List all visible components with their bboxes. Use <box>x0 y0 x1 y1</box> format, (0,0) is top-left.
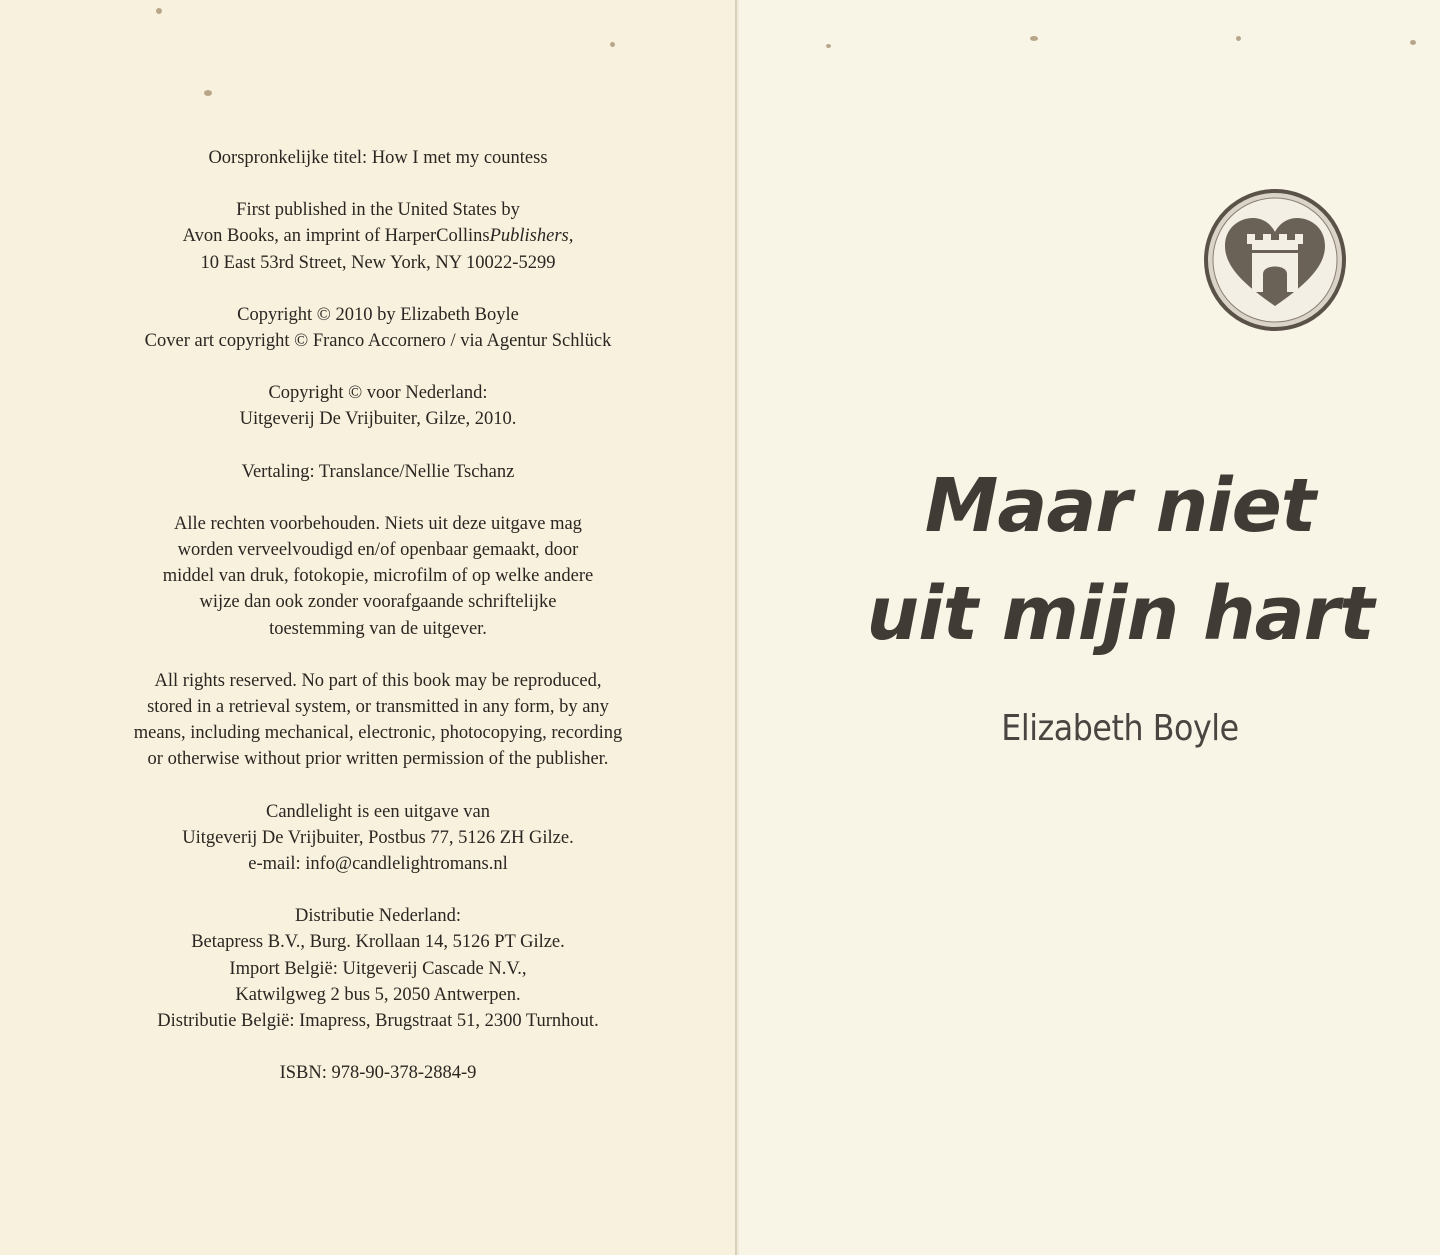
paper-speck <box>204 90 212 96</box>
paper-speck <box>156 8 162 14</box>
rights-en-line-3: means, including mechanical, electronic, photocopying, recording <box>133 723 623 744</box>
candlelight-line-1: Candlelight is een uitgave van <box>266 801 490 822</box>
first-published-line-1: First published in the United States by <box>236 200 520 221</box>
paper-speck <box>1030 36 1038 41</box>
book-title <box>820 452 1420 668</box>
book-title-line-1: Maar niet <box>924 463 1316 549</box>
heart-castle-icon <box>1203 188 1347 332</box>
rights-en-line-1: All rights reserved. No part of this book may be reproduced, <box>154 670 602 691</box>
candlelight-line-2: Uitgeverij De Vrijbuiter, Postbus 77, 5126 ZH Gilze. <box>182 827 574 848</box>
imprint-text <box>40 145 716 1086</box>
first-published-line-3: 10 East 53rd Street, New York, NY 10022-5299 <box>200 252 556 273</box>
distribution-line-3: Import België: Uitgeverij Cascade N.V., <box>229 958 527 979</box>
distribution-line-4: Katwilgweg 2 bus 5, 2050 Antwerpen. <box>235 984 521 1005</box>
candlelight-email: e-mail: info@candlelightromans.nl <box>248 854 508 875</box>
rights-nl-line-3: middel van druk, fotokopie, microfilm of op welke andere <box>162 566 594 587</box>
rights-nl-line-4: wijze dan ook zonder voorafgaande schriftelijke <box>199 592 557 613</box>
copyright-nl-line-1: Copyright © voor Nederland: <box>268 383 488 404</box>
author-name: Elizabeth Boyle <box>1001 708 1239 749</box>
translation-credit: Vertaling: Translance/Nellie Tschanz <box>241 461 515 482</box>
rights-nl-line-1: Alle rechten voorbehouden. Niets uit deze uitgave mag <box>174 513 582 534</box>
paper-speck <box>826 44 831 48</box>
rights-nl-line-2: worden verveelvoudigd en/of openbaar gemaakt, door <box>177 540 579 561</box>
distribution-line-2: Betapress B.V., Burg. Krollaan 14, 5126 PT Gilze. <box>191 932 565 953</box>
copyright-line-1: Copyright © 2010 by Elizabeth Boyle <box>237 304 519 325</box>
paper-speck <box>1410 40 1416 45</box>
rights-en-line-4: or otherwise without prior written permission of the publisher. <box>147 749 609 770</box>
distribution-line-1: Distributie Nederland: <box>295 906 461 927</box>
paper-speck <box>1236 36 1241 41</box>
rights-nl-line-5: toestemming van de uitgever. <box>269 618 487 639</box>
copyright-line-2: Cover art copyright © Franco Accornero / via Agentur Schlück <box>144 331 612 352</box>
first-published-line-2: Avon Books, an imprint of HarperCollinsPublishers, <box>182 226 574 247</box>
book-title-line-2: uit mijn hart <box>866 571 1374 657</box>
distribution-line-5: Distributie België: Imapress, Brugstraat 51, 2300 Turnhout. <box>157 1011 599 1032</box>
rights-en-line-2: stored in a retrieval system, or transmitted in any form, by any <box>147 697 609 718</box>
original-title: Oorspronkelijke titel: How I met my countess <box>208 148 548 168</box>
paper-speck <box>610 42 615 47</box>
copyright-nl-line-2: Uitgeverij De Vrijbuiter, Gilze, 2010. <box>239 409 517 430</box>
isbn: ISBN: 978-90-378-2884-9 <box>279 1063 477 1084</box>
